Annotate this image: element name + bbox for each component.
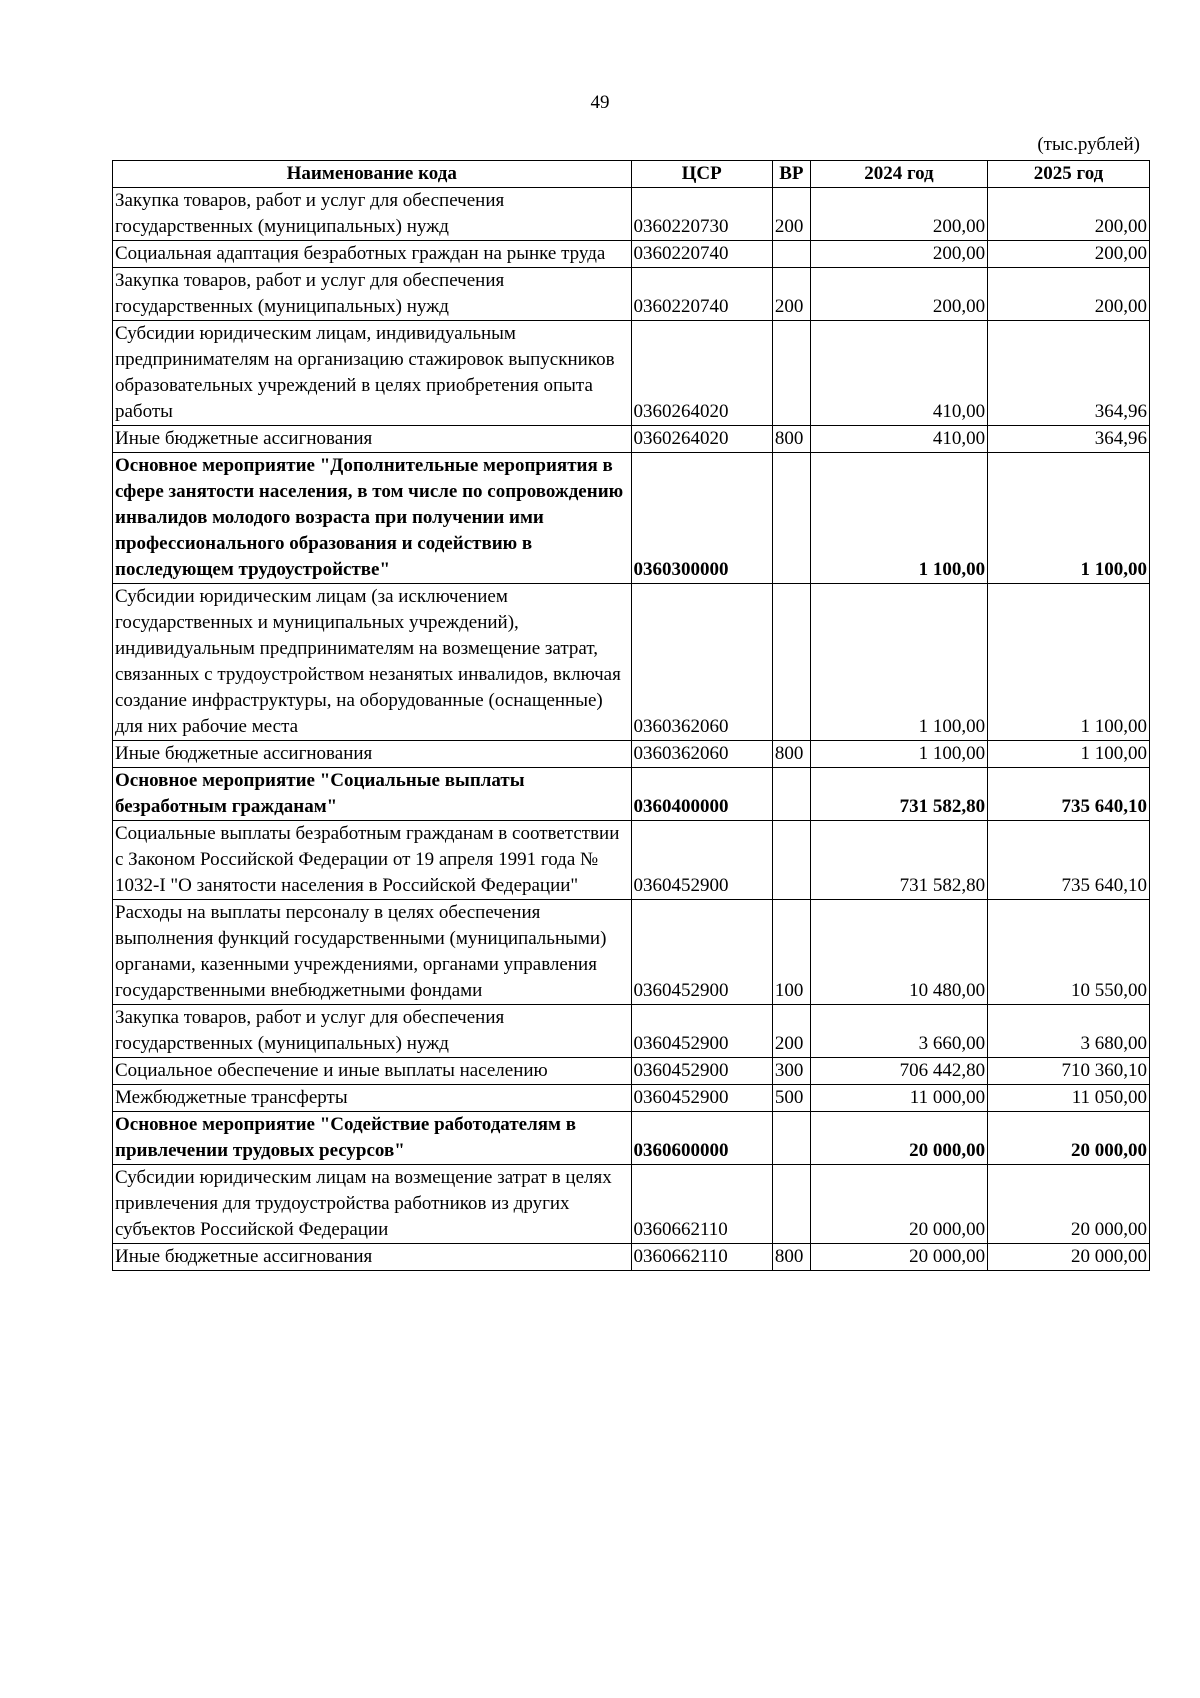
- table-row: [113, 821, 1150, 900]
- row-vr: 800: [772, 1244, 810, 1271]
- row-csr: 0360452900: [631, 1058, 772, 1085]
- units-label: (тыс.рублей): [1037, 134, 1140, 155]
- row-csr: 0360662110: [631, 1244, 772, 1271]
- row-2025: 1 100,00: [988, 453, 1150, 584]
- header-2025: 2025 год: [988, 161, 1150, 188]
- table-row: [113, 741, 1150, 768]
- row-name: Иные бюджетные ассигнования: [113, 426, 632, 453]
- row-2024: 1 100,00: [810, 453, 987, 584]
- row-2024: 11 000,00: [810, 1085, 987, 1112]
- table-row: [113, 900, 1150, 1005]
- row-csr: 0360662110: [631, 1165, 772, 1244]
- table-row: [113, 768, 1150, 821]
- table-row: [113, 1058, 1150, 1085]
- row-name: Основное мероприятие "Дополнительные мероприятия в сфере занятости населения, в том числе по сопровождению инвалидов молодого возраста при получении ими профессионального образования и содействию в последующем трудоустройстве": [113, 453, 632, 584]
- row-name: Социальное обеспечение и иные выплаты населению: [113, 1058, 632, 1085]
- budget-table: [112, 160, 1150, 1271]
- table-row: [113, 1244, 1150, 1271]
- table-row: [113, 1005, 1150, 1058]
- row-csr: 0360264020: [631, 321, 772, 426]
- row-csr: 0360452900: [631, 900, 772, 1005]
- row-vr: 500: [772, 1085, 810, 1112]
- row-2025: 3 680,00: [988, 1005, 1150, 1058]
- row-csr: 0360220730: [631, 188, 772, 241]
- row-2024: 731 582,80: [810, 768, 987, 821]
- row-name: Закупка товаров, работ и услуг для обеспечения государственных (муниципальных) нужд: [113, 268, 632, 321]
- row-csr: 0360362060: [631, 584, 772, 741]
- row-2025: 200,00: [988, 268, 1150, 321]
- table-row: [113, 584, 1150, 741]
- row-name: Субсидии юридическим лицам, индивидуальным предпринимателям на организацию стажировок выпускников образовательных учреждений в целях приобретения опыта работы: [113, 321, 632, 426]
- row-2024: 20 000,00: [810, 1165, 987, 1244]
- row-2024: 706 442,80: [810, 1058, 987, 1085]
- row-csr: 0360452900: [631, 1085, 772, 1112]
- row-vr: [772, 768, 810, 821]
- row-2025: 735 640,10: [988, 821, 1150, 900]
- row-2025: 10 550,00: [988, 900, 1150, 1005]
- row-csr: 0360300000: [631, 453, 772, 584]
- row-2024: 3 660,00: [810, 1005, 987, 1058]
- table-header-row: [113, 161, 1150, 188]
- row-csr: 0360452900: [631, 821, 772, 900]
- row-2025: 20 000,00: [988, 1244, 1150, 1271]
- row-name: Закупка товаров, работ и услуг для обеспечения государственных (муниципальных) нужд: [113, 1005, 632, 1058]
- table-row: [113, 321, 1150, 426]
- row-name: Основное мероприятие "Социальные выплаты безработным гражданам": [113, 768, 632, 821]
- table-row: [113, 426, 1150, 453]
- row-name: Субсидии юридическим лицам на возмещение затрат в целях привлечения для трудоустройства работников из других субъектов Российской Федерации: [113, 1165, 632, 1244]
- row-csr: 0360220740: [631, 268, 772, 321]
- table-row: [113, 241, 1150, 268]
- row-name: Межбюджетные трансферты: [113, 1085, 632, 1112]
- row-2024: 1 100,00: [810, 741, 987, 768]
- row-vr: 800: [772, 426, 810, 453]
- table-row: [113, 268, 1150, 321]
- row-vr: 100: [772, 900, 810, 1005]
- row-csr: 0360362060: [631, 741, 772, 768]
- row-csr: 0360400000: [631, 768, 772, 821]
- row-name: Закупка товаров, работ и услуг для обеспечения государственных (муниципальных) нужд: [113, 188, 632, 241]
- row-vr: 200: [772, 1005, 810, 1058]
- row-2024: 200,00: [810, 268, 987, 321]
- row-2025: 200,00: [988, 241, 1150, 268]
- row-csr: 0360600000: [631, 1112, 772, 1165]
- header-2024: 2024 год: [810, 161, 987, 188]
- table-row: [113, 1085, 1150, 1112]
- row-name: Иные бюджетные ассигнования: [113, 741, 632, 768]
- row-2025: 735 640,10: [988, 768, 1150, 821]
- row-vr: [772, 321, 810, 426]
- row-2025: 200,00: [988, 188, 1150, 241]
- row-2025: 20 000,00: [988, 1165, 1150, 1244]
- row-2024: 20 000,00: [810, 1112, 987, 1165]
- row-2024: 20 000,00: [810, 1244, 987, 1271]
- row-2024: 1 100,00: [810, 584, 987, 741]
- header-name: Наименование кода: [113, 161, 632, 188]
- row-2024: 200,00: [810, 241, 987, 268]
- row-name: Субсидии юридическим лицам (за исключением государственных и муниципальных учреждений), индивидуальным предпринимателям на возмещение затрат, связанных с трудоустройством незанятых инвалидов, включая создание инфраструктуры, на оборудованные (оснащенные) для них рабочие места: [113, 584, 632, 741]
- row-2024: 410,00: [810, 426, 987, 453]
- header-vr: ВР: [772, 161, 810, 188]
- row-csr: 0360452900: [631, 1005, 772, 1058]
- row-name: Расходы на выплаты персоналу в целях обеспечения выполнения функций государственными (муниципальными) органами, казенными учреждениями, органами управления государственными внебюджетными фондами: [113, 900, 632, 1005]
- row-2025: 364,96: [988, 426, 1150, 453]
- row-2025: 710 360,10: [988, 1058, 1150, 1085]
- row-2024: 731 582,80: [810, 821, 987, 900]
- table-row: [113, 453, 1150, 584]
- row-vr: 800: [772, 741, 810, 768]
- row-vr: [772, 453, 810, 584]
- row-name: Иные бюджетные ассигнования: [113, 1244, 632, 1271]
- row-vr: 300: [772, 1058, 810, 1085]
- row-name: Основное мероприятие "Содействие работодателям в привлечении трудовых ресурсов": [113, 1112, 632, 1165]
- table-row: [113, 1165, 1150, 1244]
- row-csr: 0360220740: [631, 241, 772, 268]
- row-2025: 364,96: [988, 321, 1150, 426]
- row-2024: 410,00: [810, 321, 987, 426]
- row-vr: [772, 821, 810, 900]
- row-name: Социальные выплаты безработным гражданам в соответствии с Законом Российской Федерации от 19 апреля 1991 года № 1032-I "О занятости населения в Российской Федерации": [113, 821, 632, 900]
- row-name: Социальная адаптация безработных граждан на рынке труда: [113, 241, 632, 268]
- table-row: [113, 1112, 1150, 1165]
- row-vr: 200: [772, 188, 810, 241]
- row-csr: 0360264020: [631, 426, 772, 453]
- row-2024: 10 480,00: [810, 900, 987, 1005]
- row-vr: [772, 1112, 810, 1165]
- row-vr: [772, 584, 810, 741]
- row-2024: 200,00: [810, 188, 987, 241]
- row-vr: 200: [772, 268, 810, 321]
- row-vr: [772, 1165, 810, 1244]
- row-2025: 1 100,00: [988, 741, 1150, 768]
- table-row: [113, 188, 1150, 241]
- header-csr: ЦСР: [631, 161, 772, 188]
- row-2025: 11 050,00: [988, 1085, 1150, 1112]
- row-2025: 1 100,00: [988, 584, 1150, 741]
- page-number: 49: [590, 92, 610, 113]
- row-vr: [772, 241, 810, 268]
- row-2025: 20 000,00: [988, 1112, 1150, 1165]
